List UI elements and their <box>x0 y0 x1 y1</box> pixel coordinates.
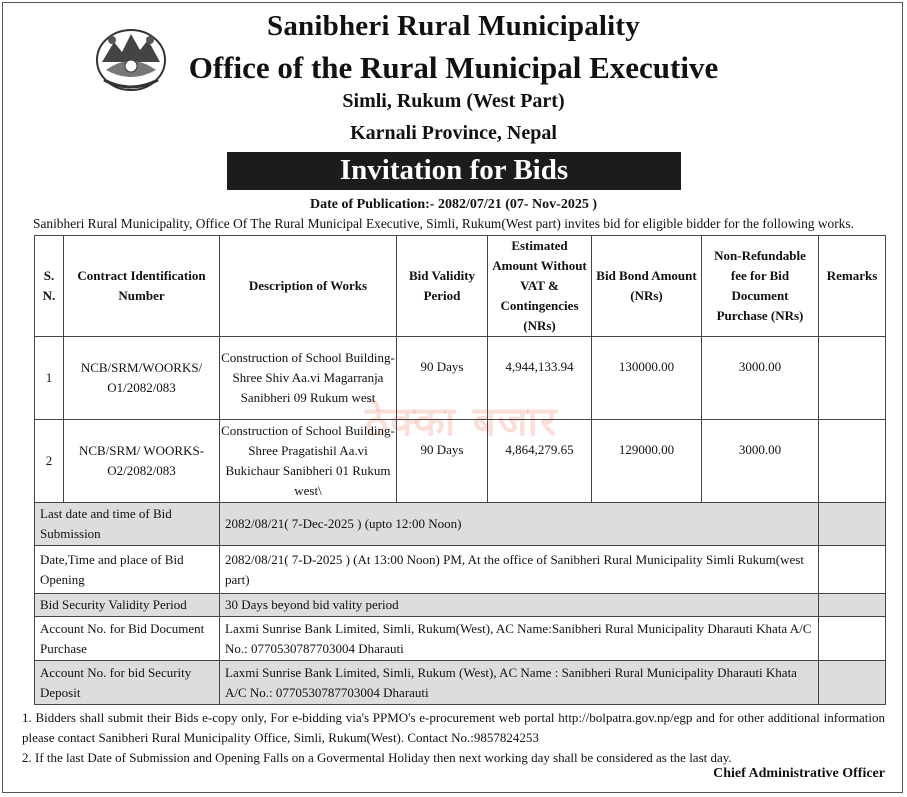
info-value: Laxmi Sunrise Bank Limited, Simli, Rukum(West), AC Name:Sanibheri Rural Municipality Dharauti Khata A/C No.: 0770530787703004 Dharauti <box>220 617 819 661</box>
info-remarks <box>819 594 886 617</box>
info-remarks <box>819 661 886 705</box>
row-remarks <box>819 337 886 420</box>
info-value: 2082/08/21( 7-Dec-2025 ) (upto 12:00 Noon) <box>220 503 819 546</box>
row-description: Construction of School Building- Shree Pragatishil Aa.vi Bukichaur Sanibheri 01 Rukum west\ <box>220 420 397 503</box>
header-contract-id: Contract Identification Number <box>64 236 220 337</box>
row-remarks <box>819 420 886 503</box>
info-row-submission <box>35 503 886 546</box>
info-label: Bid Security Validity Period <box>35 594 220 617</box>
row-bid-bond: 130000.00 <box>592 337 702 420</box>
row-contract-id: NCB/SRM/ WOORKS-O2/2082/083 <box>64 420 220 503</box>
row-sn: 2 <box>35 420 64 503</box>
row-bid-bond: 129000.00 <box>592 420 702 503</box>
intro-text: Sanibheri Rural Municipality, Office Of The Rural Municipal Executive, Simli, Rukum(West part) invites bid for eligible bidder for the following works. <box>33 216 854 231</box>
info-value: 2082/08/21( 7-D-2025 ) (At 13:00 Noon) PM, At the office of Sanibheri Rural Municipality Simli Rukum(west part) <box>220 546 819 594</box>
row-document-fee: 3000.00 <box>702 420 819 503</box>
info-value: 30 Days beyond bid vality period <box>220 594 819 617</box>
notes <box>22 708 885 768</box>
row-sn: 1 <box>35 337 64 420</box>
row-estimate: 4,944,133.94 <box>488 337 592 420</box>
office-name: Office of the Rural Municipal Executive <box>188 50 719 85</box>
table-row <box>35 420 886 503</box>
header-validity: Bid Validity Period <box>397 236 488 337</box>
header-document-fee: Non-Refundable fee for Bid Document Purchase (NRs) <box>702 236 819 337</box>
row-contract-id: NCB/SRM/WOORKS/ O1/2082/083 <box>64 337 220 420</box>
info-label: Date,Time and place of Bid Opening <box>35 546 220 594</box>
office-location: Simli, Rukum (West Part) <box>342 90 565 112</box>
watermark: ठेक्का बजार <box>365 399 559 445</box>
info-label: Account No. for bid Security Deposit <box>35 661 220 705</box>
info-label: Last date and time of Bid Submission <box>35 503 220 546</box>
info-remarks <box>819 546 886 594</box>
notice-title-banner: Invitation for Bids <box>227 152 681 190</box>
info-value: Laxmi Sunrise Bank Limited, Simli, Rukum (West), AC Name : Sanibheri Rural Municipality Dharauti Khata A/C No.: 0770530787703004 Dharauti <box>220 661 819 705</box>
row-description: Construction of School Building- Shree Shiv Aa.vi Magarranja Sanibheri 09 Rukum west <box>220 337 397 420</box>
header-sn: S. N. <box>35 236 64 337</box>
bid-table <box>34 235 886 705</box>
info-remarks <box>819 503 886 546</box>
info-row-security-validity <box>35 594 886 617</box>
header-estimate: Estimated Amount Without VAT & Contingencies (NRs) <box>488 236 592 337</box>
table-row <box>35 337 886 420</box>
header-bid-bond: Bid Bond Amount (NRs) <box>592 236 702 337</box>
header-remarks: Remarks <box>819 236 886 337</box>
table-header-row <box>35 236 886 337</box>
row-document-fee: 3000.00 <box>702 337 819 420</box>
row-validity: 90 Days <box>397 420 488 503</box>
signature: Chief Administrative Officer <box>713 766 885 781</box>
municipality-name: Sanibheri Rural Municipality <box>267 10 640 42</box>
publication-date: Date of Publication:- 2082/07/21 (07- Nov-2025 ) <box>310 197 597 212</box>
info-row-document-account <box>35 617 886 661</box>
row-validity: 90 Days <box>397 337 488 420</box>
info-remarks <box>819 617 886 661</box>
note-2: 2. If the last Date of Submission and Opening Falls on a Govermental Holiday then next working day shall be considered as the last day. <box>22 750 732 765</box>
province-name: Karnali Province, Nepal <box>350 122 557 144</box>
info-row-opening <box>35 546 886 594</box>
header-description: Description of Works <box>220 236 397 337</box>
info-row-security-account <box>35 661 886 705</box>
row-estimate: 4,864,279.65 <box>488 420 592 503</box>
note-1: 1. Bidders shall submit their Bids e-copy only, For e-bidding via's PPMO's e-procurement web portal http://bolpatra.gov.np/egp and for other additional information please contact Sanibheri Rural Municipality Office, Simli, Rukum(West). Contact No.:9857824253 <box>22 710 885 745</box>
info-label: Account No. for Bid Document Purchase <box>35 617 220 661</box>
